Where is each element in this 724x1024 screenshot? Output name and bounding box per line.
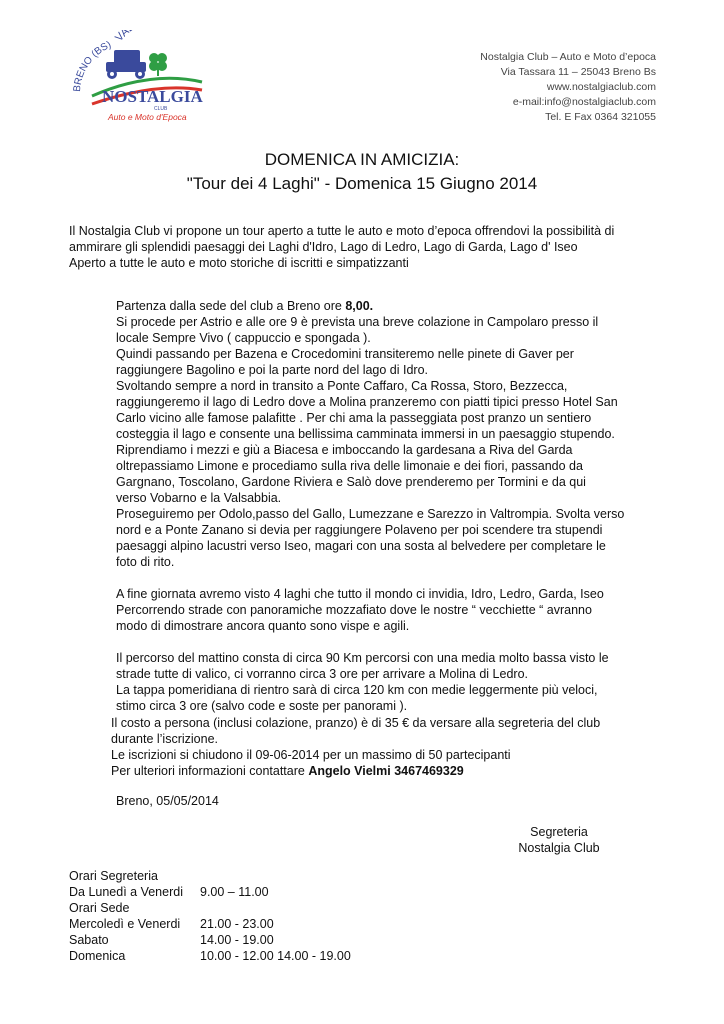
itinerary-line: Riprendiamo i mezzi e giù a Biacesa e imboccando la gardesana a Riva del Garda [116, 443, 573, 457]
intro-paragraph [69, 223, 689, 271]
itinerary-line: raggiungere Bagolino e poi la parte nord del lago di Idro. [116, 363, 429, 377]
itinerary-line: locale Sempre Vivo ( cappuccio e spongada ). [116, 331, 371, 345]
registration-line: Le iscrizioni si chiudono il 09-06-2014 per un massimo di 50 partecipanti [111, 748, 511, 762]
hours-value: 21.00 - 23.00 [200, 917, 274, 931]
svg-text:VALLECAMONICA [113, 30, 208, 44]
hours-label: Sabato [69, 933, 109, 947]
club-logo [62, 30, 262, 130]
itinerary-section [116, 298, 661, 714]
hours-value: 9.00 – 11.00 [200, 885, 269, 899]
itinerary-start [116, 298, 661, 314]
itinerary-line: oltrepassiamo Limone e procediamo sulla riva delle limonaie e dei fiori, passando da [116, 459, 583, 473]
contact-phone: Tel. E Fax 0364 321055 [545, 111, 656, 123]
itinerary-line: raggiungeremo il lago di Ledro dove a Molina pranzeremo con piatti tipici presso Hotel San [116, 395, 618, 409]
distance-line: La tappa pomeridiana di rientro sarà di circa 120 km con medie leggermente più veloci, [116, 683, 598, 697]
ending-line: modo di dimostrare ancora quanto sono vispe e agili. [116, 619, 410, 633]
spacer [116, 570, 661, 586]
logo-name: NOSTALGIA [102, 87, 203, 106]
itinerary-line: costeggia il lago e consente una bellissima camminata immersi in un paesaggio stupendo. [116, 427, 615, 441]
clover-icon [149, 53, 167, 76]
intro-line: Il Nostalgia Club vi propone un tour aperto a tutte le auto e moto d’epoca offrendovi la possibilità di [69, 224, 615, 238]
itinerary-line: verso Vobarno e la Valsabbia. [116, 491, 282, 505]
vintage-car-icon [106, 50, 146, 79]
logo-arc-right: VA [113, 30, 132, 44]
logo-arc-left: BRENO (BS) [71, 39, 113, 93]
contact-info-text: Per ulteriori informazioni contattare [111, 764, 309, 778]
hours-label: Domenica [69, 949, 126, 963]
itinerary-line: Quindi passando per Bazena e Crocedomini transiteremo nelle pinete di Gaver per [116, 347, 574, 361]
contact-info-line [111, 763, 681, 779]
itinerary-line: Carlo vicino alle famose palafitte . Per chi ama la passeggiata post pranzo un sentiero [116, 411, 592, 425]
logo-tagline: Auto e Moto d'Epoca [108, 112, 187, 122]
itinerary-line: Proseguiremo per Odolo,passo del Gallo, Lumezzane e Sarezzo in Valtrompia. Svolta verso [116, 507, 625, 521]
hours-label: Da Lunedì a Venerdi [69, 885, 183, 899]
itinerary-line: nord e a Ponte Zanano si devia per raggiungere Polaveno per poi scendere tra stupendi [116, 523, 603, 537]
distance-line: Il percorso del mattino consta di circa 90 Km percorsi con una media molto bassa visto le [116, 651, 609, 665]
hours-row [69, 916, 351, 932]
hours-value: 10.00 - 12.00 14.00 - 19.00 [200, 949, 351, 963]
cost-line: Il costo a persona (inclusi colazione, pranzo) è di 35 € da versare alla segreteria del club [111, 716, 601, 730]
logo-club: CLUB [154, 106, 168, 112]
contact-line: Nostalgia Club – Auto e Moto d’epoca [480, 51, 656, 63]
cost-section [111, 715, 681, 779]
spacer [116, 634, 661, 650]
distance-line: strade tutte di valico, ci vorranno circa 3 ore per arrivare a Molina di Ledro. [116, 667, 528, 681]
page-title [0, 148, 724, 196]
ending-line: A fine giornata avremo visto 4 laghi che tutto il mondo ci invidia, Idro, Ledro, Garda, Iseo [116, 587, 604, 601]
itinerary-line: Si procede per Astrio e alle ore 9 è prevista una breve colazione in Campolaro presso il [116, 315, 599, 329]
hours-heading-secretariat: Orari Segreteria [69, 869, 158, 883]
signature-block [499, 824, 619, 856]
contact-address: Via Tassara 11 – 25043 Breno Bs [500, 66, 656, 78]
title-line-2: "Tour dei 4 Laghi" - Domenica 15 Giugno 2014 [186, 174, 538, 193]
signature-line-2: Nostalgia Club [518, 841, 600, 855]
ending-line: Percorrendo strade con panoramiche mozzafiato dove le nostre “ vecchiette “ avranno [116, 603, 592, 617]
title-line-1: DOMENICA IN AMICIZIA: [264, 150, 460, 169]
hours-row [69, 948, 351, 964]
itinerary-line: paesaggi alpino lacustri verso Iseo, magari con una sosta al belvedere per completare le [116, 539, 606, 553]
contact-email[interactable]: e-mail:info@nostalgiaclub.com [512, 96, 656, 108]
contact-person: Angelo Vielmi 3467469329 [308, 764, 464, 778]
itinerary-line: Svoltando sempre a nord in transito a Ponte Caffaro, Ca Rossa, Storo, Bezzecca, [116, 379, 568, 393]
contact-website[interactable]: www.nostalgiaclub.com [546, 81, 656, 93]
hours-value: 14.00 - 19.00 [200, 933, 274, 947]
opening-hours [69, 868, 351, 964]
intro-line: Aperto a tutte le auto e moto storiche di iscritti e simpatizzanti [69, 256, 409, 270]
start-time: 8,00. [345, 299, 374, 313]
signature-line-1: Segreteria [530, 825, 588, 839]
intro-line: ammirare gli splendidi paesaggi dei Laghi d'Idro, Lago di Ledro, Lago di Garda, Lago d' Iseo [69, 240, 578, 254]
start-text: Partenza dalla sede del club a Breno ore [116, 299, 346, 313]
itinerary-line: foto di rito. [116, 555, 175, 569]
hours-label: Mercoledì e Venerdi [69, 917, 181, 931]
hours-heading-seat: Orari Sede [69, 901, 130, 915]
document-date: Breno, 05/05/2014 [116, 794, 219, 808]
hours-row [69, 932, 351, 948]
contact-block [480, 50, 656, 125]
hours-row [69, 884, 351, 900]
distance-line: stimo circa 3 ore (salvo code e soste per panorami ). [116, 699, 408, 713]
cost-line: durante l’iscrizione. [111, 732, 218, 746]
itinerary-line: Gargnano, Toscolano, Gardone Riviera e Salò dove prenderemo per Tormini e da qui [116, 475, 586, 489]
